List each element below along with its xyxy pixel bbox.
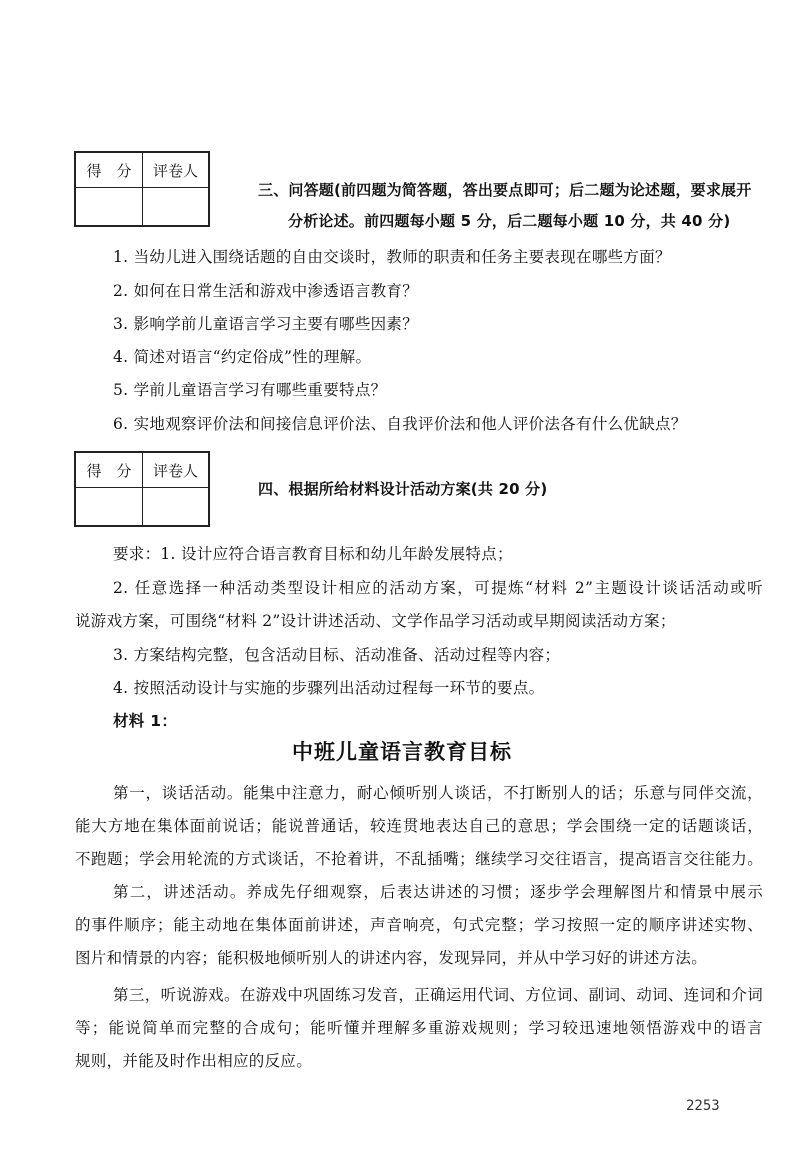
section4-title: 四、根据所给材料设计活动方案(共 20 分) (258, 480, 548, 498)
score-box-section4 (74, 451, 210, 527)
material-p3-line2: 等；能说简单而完整的合成句；能听懂并理解多重游戏规则；学习较迅速地领悟游戏中的语言 (75, 1019, 763, 1037)
page-number: 2253 (686, 1098, 720, 1114)
score-label: 得 分 (75, 152, 143, 188)
material-p1-line2: 能大方地在集体面前说话；能说普通话，较连贯地表达自己的意思；学会围绕一定的话题谈话， (75, 817, 763, 835)
requirement-3: 3. 方案结构完整，包含活动目标、活动准备、活动过程等内容； (113, 646, 561, 664)
score-box-section3 (74, 151, 210, 227)
material-1-label: 材料 1： (113, 712, 178, 730)
requirement-1: 要求：1. 设计应符合语言教育目标和幼儿年龄发展特点； (113, 545, 513, 563)
grader-field[interactable] (143, 188, 210, 227)
material-title: 中班儿童语言教育目标 (292, 739, 512, 764)
material-p2-line3: 图片和情景的内容；能积极地倾听别人的讲述内容，发现异同，并从中学习好的讲述方法。 (75, 949, 708, 967)
grader-label: 评卷人 (143, 152, 210, 188)
grader-field[interactable] (143, 488, 210, 527)
question-1: 1. 当幼儿进入围绕话题的自由交谈时，教师的职责和任务主要表现在哪些方面？ (113, 248, 671, 266)
score-label: 得 分 (75, 452, 143, 488)
question-6: 6. 实地观察评价法和间接信息评价法、自我评价法和他人评价法各有什么优缺点？ (113, 415, 687, 433)
material-p1-line3: 不跑题；学会用轮流的方式谈话，不抢着讲，不乱插嘴；继续学习交往语言，提高语言交往能力。 (75, 850, 763, 868)
question-4: 4. 简述对语言“约定俗成”性的理解。 (113, 348, 372, 366)
score-field[interactable] (75, 488, 143, 527)
material-p3-line3: 规则，并能及时作出相应的反应。 (75, 1052, 313, 1070)
section3-title-line2: 分析论述。前四题每小题 5 分，后二题每小题 10 分，共 40 分) (288, 212, 731, 230)
material-p2-line2: 的事件顺序；能主动地在集体面前讲述，声音响亮，句式完整；学习按照一定的顺序讲述实物、 (75, 916, 763, 934)
question-3: 3. 影响学前儿童语言学习主要有哪些因素？ (113, 315, 419, 333)
requirement-4: 4. 按照活动设计与实施的步骤列出活动过程每一环节的要点。 (113, 679, 545, 697)
material-p3-line1: 第三，听说游戏。在游戏中巩固练习发音，正确运用代词、方位词、副词、动词、连词和介词 (113, 986, 763, 1004)
question-5: 5. 学前儿童语言学习有哪些重要特点？ (113, 381, 387, 399)
requirement-2-line1: 2. 任意选择一种活动类型设计相应的活动方案，可提炼“材料 2”主题设计谈话活动或听 (113, 579, 763, 597)
grader-label: 评卷人 (143, 452, 210, 488)
material-p2-line1: 第二，讲述活动。养成先仔细观察，后表达讲述的习惯；逐步学会理解图片和情景中展示 (113, 883, 763, 901)
material-p1-line1: 第一，谈话活动。能集中注意力，耐心倾听别人谈话，不打断别人的话；乐意与同伴交流， (113, 784, 763, 802)
requirement-2-line2: 说游戏方案，可围绕“材料 2”设计讲述活动、文学作品学习活动或早期阅读活动方案； (75, 612, 676, 630)
section3-title-line1: 三、问答题(前四题为简答题，答出要点即可；后二题为论述题，要求展开 (258, 181, 752, 199)
score-field[interactable] (75, 188, 143, 227)
question-2: 2. 如何在日常生活和游戏中渗透语言教育？ (113, 282, 419, 300)
